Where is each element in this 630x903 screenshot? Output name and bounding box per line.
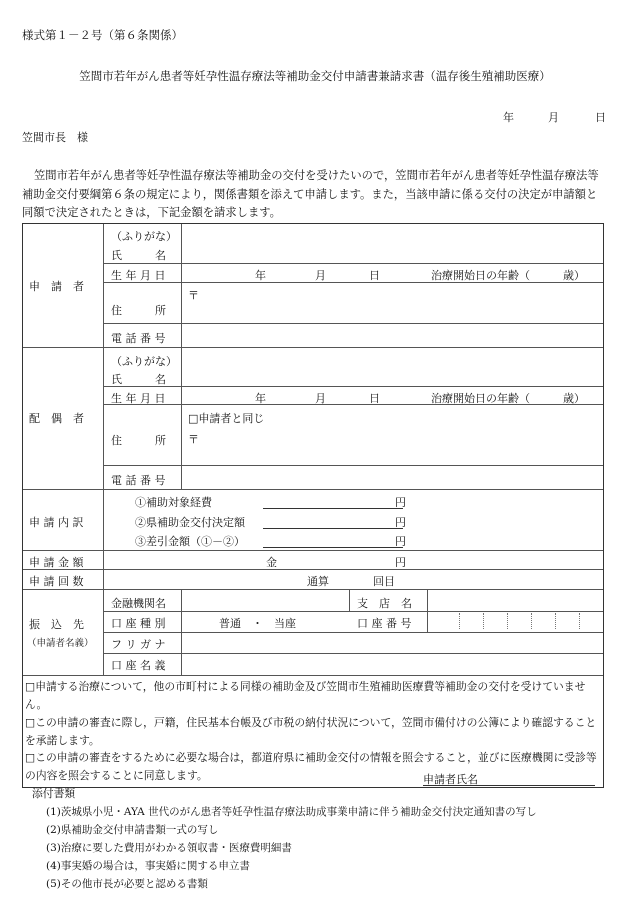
attachments-title: 添付書類 [32,787,76,800]
divider [103,611,603,612]
details-yen-1: 円 [395,496,406,509]
intro-paragraph: 笠間市若年がん患者等妊孕性温存療法等補助金の交付を受けたいので，笠間市若年がん患者等妊孕性温存療法等補助金交付要綱第６条の規定により，関係書類を添えて申請します。また，当該申請に係る交付の決定が申請額と同額で決定されたときは，下記金額を請求します。 [22,169,599,219]
date-year-label: 年 [503,111,514,124]
applicant-birth-day: 日 [369,269,380,282]
count-times: 回目 [373,575,395,588]
attachment-item: (5)その他市長が必要と認める書類 [46,878,208,890]
consent-1[interactable]: □申請する治療について，他の市町村による同様の補助金及び笠間市生殖補助医療費等補助金の交付を受けていません。 [25,680,586,711]
applicant-address-label: 住 所 [111,304,166,317]
transfer-number-label: 口 座 番 号 [357,617,412,630]
details-item-1: ①補助対象経費 [135,496,212,509]
divider [23,347,603,348]
divider [181,347,182,489]
details-yen-3: 円 [395,535,406,548]
applicant-birth-month: 月 [315,269,326,282]
divider [349,590,350,611]
spouse-phone-label: 電 話 番 号 [111,474,166,487]
applicant-furigana-label: （ふりがな） [111,230,177,243]
transfer-bank-label: 金融機関名 [111,597,166,610]
addressee: 笠間市長 様 [22,131,88,144]
divider [103,632,603,633]
divider [103,386,603,387]
signature-label: 申請者氏名 [423,773,478,786]
spouse-age-label: 治療開始日の年齢（ 歳） [431,392,585,405]
consent-3[interactable]: □この申請の審査をするために必要な場合は，都道府県に補助金交付の情報を照会すること，並びに医療機関に受診等の内容を照会することに同意します。 [25,751,597,782]
spouse-name-label: 氏 名 [111,373,166,386]
applicant-age-label: 治療開始日の年齢（ 歳） [431,269,585,282]
details-yen-2: 円 [395,516,406,529]
form-number: 様式第１－２号（第６条関係） [22,28,183,42]
divider [103,489,104,589]
divider [23,589,603,590]
details-item-1-line [263,508,403,509]
divider [23,489,603,490]
transfer-type-options[interactable]: 普通 ・ 当座 [219,617,296,630]
divider [23,550,603,551]
divider [103,465,603,466]
amount-kin: 金 [266,556,277,569]
details-item-2-line [263,528,403,529]
divider [23,569,603,570]
divider [103,589,104,675]
count-label: 申 請 回 数 [29,575,84,588]
consent-2[interactable]: □この申請の審査に際し，戸籍，住民基本台帳及び市税の納付状況について，笠間市備付けの公簿により確認することを承諾します。 [25,716,597,747]
divider [103,653,603,654]
spouse-section-label: 配 偶 者 [29,412,84,425]
transfer-branch-label: 支 店 名 [357,597,412,610]
divider [181,224,182,347]
transfer-holder-label: 口 座 名 義 [111,659,166,672]
amount-yen: 円 [395,556,406,569]
applicant-phone-label: 電 話 番 号 [111,332,166,345]
applicant-birth-year: 年 [255,269,266,282]
digit-separator [459,613,460,629]
spouse-same-checkbox[interactable]: □申請者と同じ [188,412,265,425]
spouse-birth-day: 日 [369,392,380,405]
count-total: 通算 [307,575,329,588]
digit-separator [483,613,484,629]
attachment-item: (1)茨城県小児・AYA 世代のがん患者等妊孕性温存療法助成事業申請に伴う補助金交付決定通知書の写し [46,806,537,818]
spouse-birth-month: 月 [315,392,326,405]
transfer-kana-label: フ リ ガ ナ [111,638,166,651]
spouse-birth-year: 年 [255,392,266,405]
details-section-label: 申 請 内 訳 [29,516,84,529]
transfer-section-label: 振 込 先 [29,618,84,631]
applicant-postal-mark: 〒 [188,289,199,302]
details-item-3-line [263,547,403,548]
attachment-item: (4)事実婚の場合は，事実婚に関する申立書 [46,860,250,872]
signature-line [423,785,595,786]
date-month-label: 月 [548,111,559,124]
spouse-address-label: 住 所 [111,434,166,447]
transfer-sub-label: （申請者名義） [27,638,94,649]
spouse-furigana-label: （ふりがな） [111,355,177,368]
page-title: 笠間市若年がん患者等妊孕性温存療法等補助金交付申請書兼請求書（温存後生殖補助医療） [79,69,551,83]
attachment-item: (3)治療に要した費用がわかる領収書・医療費明細書 [46,842,292,854]
date-day-label: 日 [595,111,606,124]
digit-separator [555,613,556,629]
details-item-3: ③差引金額（①－②） [135,535,245,548]
applicant-section-label: 申 請 者 [29,280,84,293]
transfer-type-label: 口 座 種 別 [111,617,166,630]
application-form-table [22,223,604,788]
digit-separator [579,613,580,629]
divider [103,263,603,264]
digit-separator [531,613,532,629]
amount-label: 申 請 金 額 [29,556,84,569]
applicant-birth-label: 生 年 月 日 [111,269,166,282]
divider [103,323,603,324]
spouse-birth-label: 生 年 月 日 [111,392,166,405]
divider [23,675,603,676]
digit-separator [507,613,508,629]
attachment-item: (2)県補助金交付申請書類一式の写し [46,824,219,836]
details-item-2: ②県補助金交付決定額 [135,516,245,529]
spouse-postal-mark: 〒 [188,433,199,446]
applicant-name-label: 氏 名 [111,249,166,262]
